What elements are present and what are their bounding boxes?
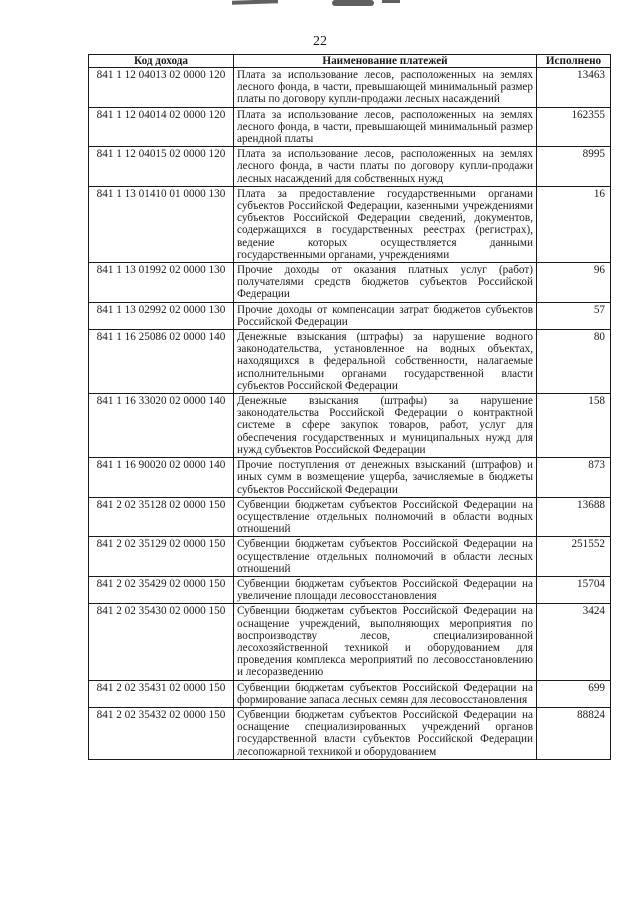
table-row xyxy=(89,576,611,603)
executed-amount-cell: 3424 xyxy=(537,604,611,680)
executed-amount-cell: 8995 xyxy=(537,147,611,187)
executed-amount-cell: 88824 xyxy=(537,707,611,759)
executed-amount-cell: 699 xyxy=(537,680,611,707)
payment-name-cell: Субвенции бюджетам субъектов Российской Федерации на оснащение учреждений, выполняющих мероприятия по воспроизводству лесов, специализированной лесохозяйственной техникой и оборудованием для проведения комплекса мероприятий по лесовосстановлению и лесоразведению xyxy=(234,604,537,680)
executed-amount-cell: 15704 xyxy=(537,576,611,603)
revenue-code-cell: 841 2 02 35128 02 0000 150 xyxy=(89,497,234,537)
table-row xyxy=(89,330,611,394)
payment-name-cell: Прочие доходы от оказания платных услуг (работ) получателями средств бюджетов субъектов Российской Федерации xyxy=(234,263,537,303)
table-body xyxy=(89,68,611,760)
executed-amount-cell: 873 xyxy=(537,458,611,498)
executed-amount-cell: 96 xyxy=(537,263,611,303)
scan-artifact xyxy=(332,0,374,6)
revenue-code-cell: 841 1 12 04015 02 0000 120 xyxy=(89,147,234,187)
table-row xyxy=(89,107,611,147)
executed-amount-cell: 57 xyxy=(537,302,611,329)
revenue-code-cell: 841 2 02 35429 02 0000 150 xyxy=(89,576,234,603)
payment-name-cell: Денежные взыскания (штрафы) за нарушение водного законодательства, установленное на водных объектах, находящихся в федеральной собственности, налагаемые исполнительными органами государственной власти субъектов Российской Федерации xyxy=(234,330,537,394)
scan-artifact xyxy=(382,0,400,3)
payment-name-cell: Прочие поступления от денежных взысканий (штрафов) и иных сумм в возмещение ущерба, зачисляемые в бюджеты субъектов Российской Федерации xyxy=(234,458,537,498)
table-row xyxy=(89,186,611,262)
revenue-code-cell: 841 2 02 35430 02 0000 150 xyxy=(89,604,234,680)
executed-amount-cell: 80 xyxy=(537,330,611,394)
payment-name-cell: Субвенции бюджетам субъектов Российской Федерации на оснащение специализированных учреждений органов государственной власти субъектов Российской Федерации лесопожарной техникой и оборудованием xyxy=(234,707,537,759)
revenue-code-cell: 841 1 16 25086 02 0000 140 xyxy=(89,330,234,394)
payment-name-cell: Плата за предоставление государственными органами субъектов Российской Федерации, казенными учреждениями субъектов Российской Федерации сведений, документов, содержащихся в государственных реестрах (регистрах), ведение которых осуществляется данными государственными органами, учреждениями xyxy=(234,186,537,262)
table-row xyxy=(89,604,611,680)
scan-artifact xyxy=(232,0,278,5)
revenue-code-cell: 841 1 13 02992 02 0000 130 xyxy=(89,302,234,329)
revenue-code-cell: 841 1 16 90020 02 0000 140 xyxy=(89,458,234,498)
payment-name-cell: Субвенции бюджетам субъектов Российской Федерации на осуществление отдельных полномочий в области водных отношений xyxy=(234,497,537,537)
column-header-name: Наименование платежей xyxy=(234,55,537,68)
column-header-amount: Исполнено xyxy=(537,55,611,68)
revenue-code-cell: 841 2 02 35431 02 0000 150 xyxy=(89,680,234,707)
table-row xyxy=(89,707,611,759)
payment-name-cell: Плата за использование лесов, расположенных на землях лесного фонда, в части, превышающей минимальный размер арендной платы xyxy=(234,107,537,147)
payment-name-cell: Денежные взыскания (штрафы) за нарушение законодательства Российской Федерации о контрактной системе в сфере закупок товаров, работ, услуг для обеспечения государственных и муниципальных нужд для нужд субъектов Российской Федерации xyxy=(234,394,537,458)
table-row xyxy=(89,458,611,498)
table-row xyxy=(89,147,611,187)
column-header-code: Код дохода xyxy=(89,55,234,68)
payment-name-cell: Субвенции бюджетам субъектов Российской Федерации на осуществление отдельных полномочий в области лесных отношений xyxy=(234,537,537,577)
executed-amount-cell: 16 xyxy=(537,186,611,262)
table-row xyxy=(89,680,611,707)
revenue-code-cell: 841 1 13 01410 01 0000 130 xyxy=(89,186,234,262)
payment-name-cell: Субвенции бюджетам субъектов Российской Федерации на увеличение площади лесовосстановления xyxy=(234,576,537,603)
executed-amount-cell: 162355 xyxy=(537,107,611,147)
revenue-table xyxy=(88,54,611,760)
table-row xyxy=(89,263,611,303)
table-row xyxy=(89,537,611,577)
table-row xyxy=(89,497,611,537)
payment-name-cell: Субвенции бюджетам субъектов Российской Федерации на формирование запаса лесных семян для лесовосстановления xyxy=(234,680,537,707)
executed-amount-cell: 13463 xyxy=(537,68,611,108)
table-row xyxy=(89,68,611,108)
table-row xyxy=(89,394,611,458)
payment-name-cell: Плата за использование лесов, расположенных на землях лесного фонда, в части платы по договору купли-продажи лесных насаждений для собственных нужд xyxy=(234,147,537,187)
revenue-code-cell: 841 1 12 04014 02 0000 120 xyxy=(89,107,234,147)
executed-amount-cell: 158 xyxy=(537,394,611,458)
revenue-code-cell: 841 1 12 04013 02 0000 120 xyxy=(89,68,234,108)
table-header-row xyxy=(89,55,611,68)
revenue-code-cell: 841 2 02 35432 02 0000 150 xyxy=(89,707,234,759)
revenue-code-cell: 841 2 02 35129 02 0000 150 xyxy=(89,537,234,577)
revenue-code-cell: 841 1 13 01992 02 0000 130 xyxy=(89,263,234,303)
executed-amount-cell: 251552 xyxy=(537,537,611,577)
payment-name-cell: Прочие доходы от компенсации затрат бюджетов субъектов Российской Федерации xyxy=(234,302,537,329)
payment-name-cell: Плата за использование лесов, расположенных на землях лесного фонда, в части, превышающей минимальный размер платы по договору купли-продажи лесных насаждений xyxy=(234,68,537,108)
table-row xyxy=(89,302,611,329)
page-number: 22 xyxy=(313,34,327,49)
executed-amount-cell: 13688 xyxy=(537,497,611,537)
revenue-code-cell: 841 1 16 33020 02 0000 140 xyxy=(89,394,234,458)
